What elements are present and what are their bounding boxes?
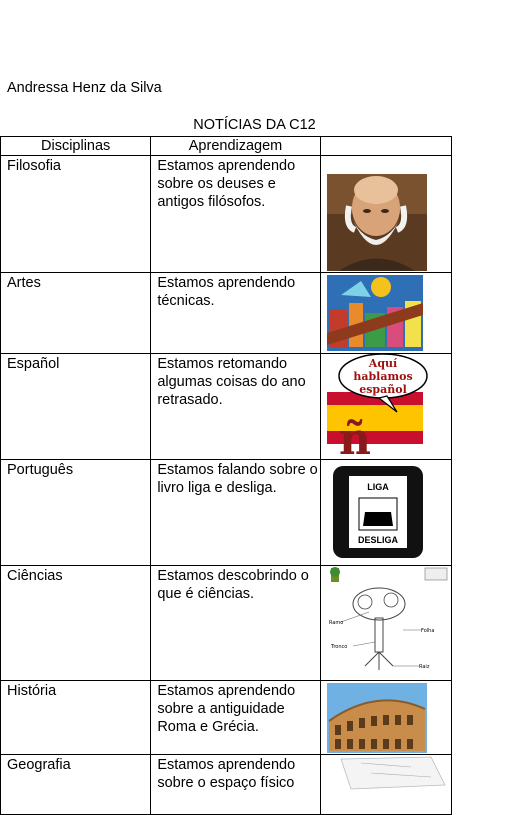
colosseum-image <box>321 681 451 754</box>
geography-map-image <box>321 755 451 795</box>
subject-cell: Español <box>1 354 151 460</box>
table-row <box>1 755 452 815</box>
image-cell <box>320 273 451 354</box>
learning-cell: Estamos aprendendo sobre o espaço físico <box>151 755 320 815</box>
subject-cell: Ciências <box>1 566 151 681</box>
image-cell <box>320 566 451 681</box>
subject-cell: Artes <box>1 273 151 354</box>
subject-cell: Geografia <box>1 755 151 815</box>
header-disciplinas: Disciplinas <box>1 137 151 156</box>
image-cell <box>320 460 451 566</box>
spanish-flag-image <box>321 354 451 459</box>
philosopher-portrait-image <box>321 156 451 272</box>
enye-letter: ñ <box>338 414 371 459</box>
tree-label-raiz: Raiz <box>418 664 430 670</box>
learning-cell: Estamos aprendendo sobre a antiguidade Roma e Grécia. <box>151 681 320 755</box>
image-cell <box>320 681 451 755</box>
speech-bubble-text-3: español <box>358 383 407 396</box>
author-name: Andressa Henz da Silva <box>7 80 162 96</box>
learning-cell: Estamos falando sobre o livro liga e desliga. <box>151 460 320 566</box>
image-cell <box>320 354 451 460</box>
table-row <box>1 273 452 354</box>
tree-diagram-image <box>321 566 451 680</box>
image-cell <box>320 156 451 273</box>
tree-label-folha: Folha <box>420 628 435 634</box>
header-aprendizagem: Aprendizagem <box>151 137 320 156</box>
learning-cell: Estamos retomando algumas coisas do ano retrasado. <box>151 354 320 460</box>
subject-cell: Português <box>1 460 151 566</box>
table-header-row <box>1 137 452 156</box>
switch-liga-label: LIGA <box>366 482 389 492</box>
subject-cell: Filosofia <box>1 156 151 273</box>
liga-desliga-switch-image <box>321 460 451 565</box>
learning-cell: Estamos aprendendo sobre os deuses e antigos filósofos. <box>151 156 320 273</box>
speech-bubble-text-2: hablamos <box>353 370 413 383</box>
tree-label-tronco: Tronco <box>330 644 348 650</box>
table-row <box>1 566 452 681</box>
speech-bubble-text-1: Aquí <box>368 357 397 370</box>
table-row <box>1 156 452 273</box>
learning-cell: Estamos aprendendo técnicas. <box>151 273 320 354</box>
learning-cell: Estamos descobrindo o que é ciências. <box>151 566 320 681</box>
table-row <box>1 354 452 460</box>
document-title-text: NOTÍCIAS DA C12 <box>193 117 316 133</box>
subject-cell: História <box>1 681 151 755</box>
subjects-table <box>0 136 452 815</box>
document-title <box>0 117 511 133</box>
table-row <box>1 681 452 755</box>
header-image <box>320 137 451 156</box>
tree-label-ramo: Ramo <box>328 620 344 626</box>
switch-desliga-label: DESLIGA <box>357 535 398 545</box>
image-cell <box>320 755 451 815</box>
table-row <box>1 460 452 566</box>
artwork-image <box>321 273 451 353</box>
